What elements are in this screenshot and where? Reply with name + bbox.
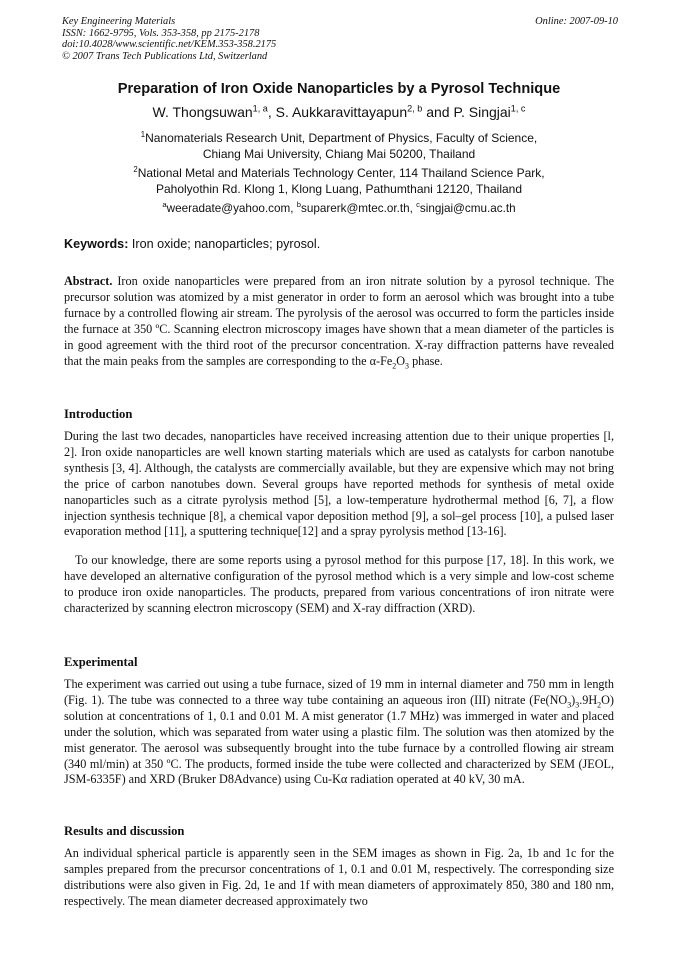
author-list — [40, 103, 638, 121]
introduction-paragraph-1: During the last two decades, nanoparticles have received increasing attention due to their unique properties [l, 2]. Iron oxide nanoparticles are well known starting materials which are used as catalysts for carbon nanotube synthesis [3, 4]. Although, the catalysts are commercially available, but they are expensive which may not bring the price of carbon nanotubes down. Several groups have reported methods for synthesis of metal oxide nanoparticles such as a citrate pyrolysis method [5], a low-temperature hydrothermal method [6, 7], a flow injection synthesis technique [8], a chemical vapor deposition method [9], a sol–gel process [10], a pulsed laser evaporation method [11], a sputtering technique[12] and a spray pyrolysis method [13-16]. — [64, 429, 614, 539]
author-emails: $^a$weeradate@yahoo.com, $^b$suparerk@mtec.or.th, $^c$singjai@cmu.ac.th — [162, 200, 516, 215]
affiliation-1 — [40, 130, 638, 162]
abstract: Abstract. Iron oxide nanoparticles were prepared from an iron nitrate solution by a pyrosol technique. The precursor solution was atomized by a mist generator in order to form an aerosol which was brought into a tube furnace by a controlled flowing air stream. The pyrolysis of the aerosol was occurred to form the particles inside the furnace at 350 ºC. Scanning electron microscopy images have shown that a mean diameter of the particles is in good agreement with the third root of the precursor concentration. X-ray diffraction patterns have revealed that the main peaks from the samples are corresponding to the $\alpha-Fe_2O_3$ phase. — [64, 274, 614, 370]
author-1: W. Thongsuwan — [152, 104, 253, 120]
affiliation-2-line-1: $^2$National Metal and Materials Technology Center, 114 Thailand Science Park, — [133, 165, 545, 180]
author-separator: and — [422, 104, 454, 120]
abstract-label: Abstract. — [64, 274, 113, 288]
author-1-affil: 1, a — [252, 103, 268, 114]
keywords-label: Keywords: — [64, 237, 129, 251]
email-b: suparerk@mtec.or.th, — [300, 202, 417, 215]
abstract-text: Iron oxide nanoparticles were prepared from an iron nitrate solution by a pyrosol technique. The precursor solution was atomized by a mist generator in order to form an aerosol which was brought into a tube furnace by a controlled flowing air stream. The pyrolysis of the aerosol was occurred to form the particles inside the furnace at 350 ºC. Scanning electron microscopy images have shown that a mean diameter of the particles is in good agreement with the third root of the precursor concentration. X-ray diffraction patterns have revealed that the main peaks from the samples are corresponding to the — [64, 274, 614, 368]
paper-title: Preparation of Iron Oxide Nanoparticles by a Pyrosol Technique — [117, 81, 561, 97]
keywords-text: Iron oxide; nanoparticles; pyrosol. — [128, 237, 321, 251]
affiliation-1-number: 1 — [140, 130, 146, 139]
author-3: P. Singjai — [453, 104, 511, 120]
journal-issn: ISSN: 1662-9795, Vols. 353-358, pp 2175-2178 — [62, 27, 260, 39]
journal-doi: doi:10.4028/www.scientific.net/KEM.353-358.2175 — [62, 39, 277, 50]
journal-copyright: © 2007 Trans Tech Publications Ltd, Switzerland — [62, 50, 268, 62]
introduction-paragraph-2: To our knowledge, there are some reports using a pyrosol method for this purpose [17, 18]. In this work, we have developed an alternative configuration of the pyrosol method which is a very simple and low-cost scheme to produce iron oxide nanoparticles. The products, prepared from various concentrations of iron nitrate were characterized by scanning electron microscopy (SEM) and X-ray diffraction (XRD). — [64, 553, 614, 615]
affiliation-1-line-1: $^1$Nanomaterials Research Unit, Department of Physics, Faculty of Science, — [140, 130, 538, 145]
introduction-heading: Introduction — [64, 407, 133, 421]
author-2: S. Aukkaravittayapun — [275, 104, 408, 120]
affiliation-2 — [40, 165, 638, 197]
journal-name: Key Engineering Materials — [62, 16, 176, 27]
experimental-heading: Experimental — [64, 655, 138, 669]
affiliation-2-number: 2 — [133, 165, 138, 174]
experimental-paragraph: The experiment was carried out using a tube furnace, sized of 19 mm in internal diameter and 750 mm in length (Fig. 1). The tube was connected to a three way tube containing an aqueous iron (III) nitrate $(Fe(NO_3)_3.9H_2O)$ solution at concentrations of 1, 0.1 and 0.01 M. A mist generator (1.7 MHz) was immerged in water and placed under the solution, which was separated from water using a plastic film. The solution was then atomized by the mist generator. The aerosol was subsequently brought into the tube furnace by a controlled flowing air stream (340 ml/min) at 350 ºC. The products, formed inside the tube were collected and characterized by SEM (JEOL, JSM-6335F) and XRD (Bruker D8Advance) using Cu-Kα radiation operated at 40 kV, 30 mA. — [64, 677, 614, 787]
author-separator: , — [267, 104, 276, 120]
journal-header — [62, 16, 618, 62]
author-3-affil: 1, c — [510, 103, 526, 114]
keywords — [64, 236, 620, 252]
results-heading: Results and discussion — [64, 824, 185, 838]
email-c: singjai@cmu.ac.th — [419, 202, 516, 215]
results-paragraph-1: An individual spherical particle is apparently seen in the SEM images as shown in Fig. 2a, 1b and 1c for the samples prepared from the precursor concentrations of 1, 0.1 and 0.01 M, respectively. The corresponding size distributions were also given in Fig. 2d, 1e and 1f with mean diameters of approximately 850, 380 and 180 nm, respectively. The mean diameter decreased approximately two — [64, 846, 614, 908]
email-a: weeradate@yahoo.com, — [166, 202, 297, 215]
online-date: Online: 2007-09-10 — [535, 16, 618, 27]
affiliation-1-line-2: Chiang Mai University, Chiang Mai 50200, Thailand — [202, 147, 476, 161]
affiliation-2-line-2: Paholyothin Rd. Klong 1, Klong Luang, Pathumthani 12120, Thailand — [155, 182, 523, 196]
author-2-affil: 2, b — [407, 103, 423, 114]
